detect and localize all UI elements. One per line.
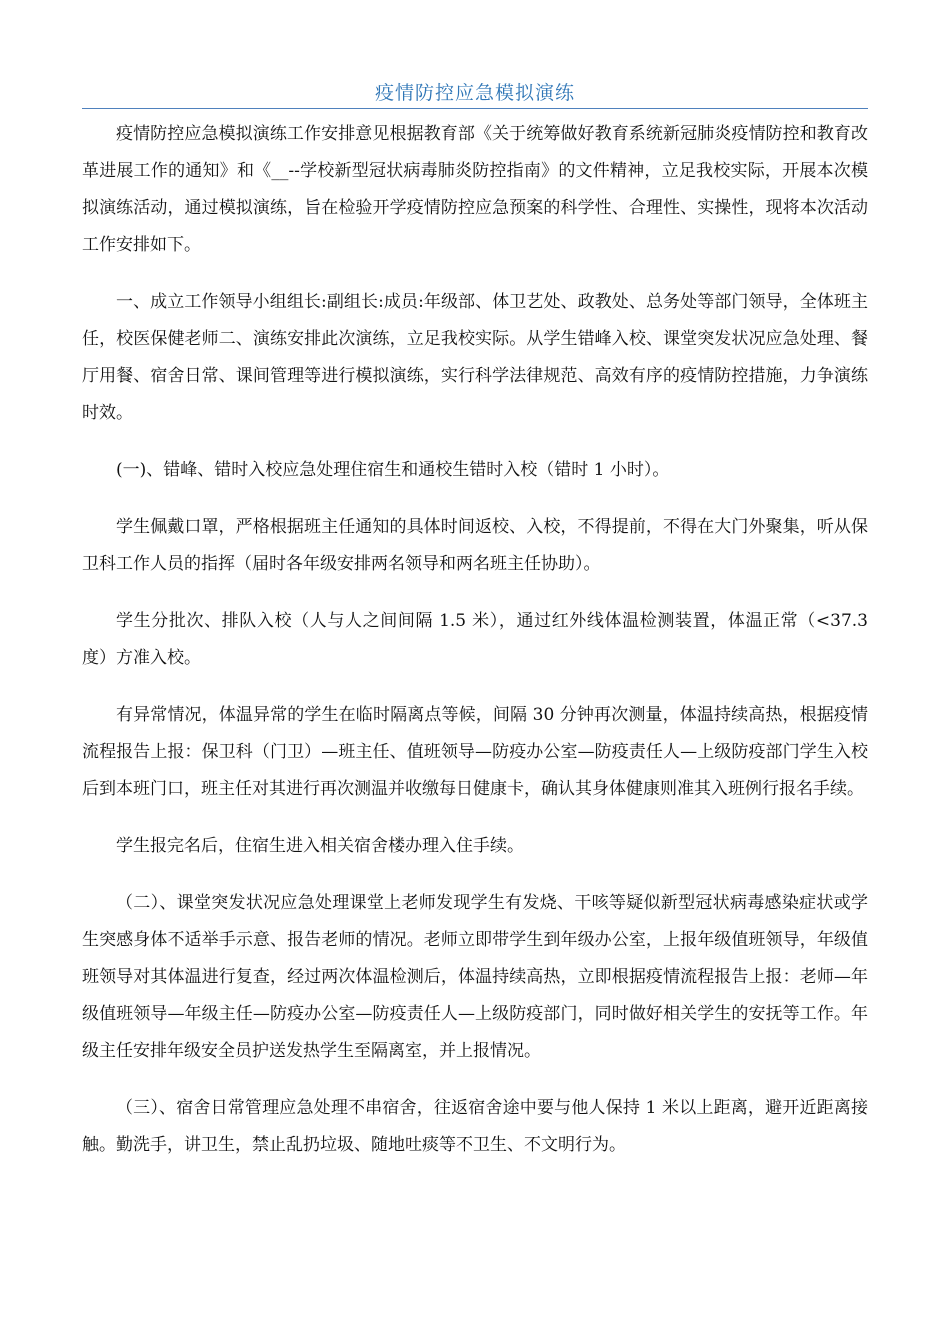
paragraph-masks-arrival: 学生佩戴口罩，严格根据班主任通知的具体时间返校、入校，不得提前，不得在大门外聚集，听从保卫科工作人员的指挥（届时各年级安排两名领导和两名班主任协助）。	[82, 517, 868, 574]
document-title: 疫情防控应急模拟演练	[374, 82, 575, 104]
paragraph-temperature-check: 学生分批次、排队入校（人与人之间间隔 1.5 米），通过红外线体温检测装置，体温正常（<37.3 度）方准入校。	[82, 611, 868, 668]
paragraph-dormitory-checkin: 学生报完名后，住宿生进入相关宿舍楼办理入住手续。	[116, 836, 524, 856]
paragraph-intro: 疫情防控应急模拟演练工作安排意见根据教育部《关于统筹做好教育系统新冠肺炎疫情防控和教育改革进展工作的通知》和《__--学校新型冠状病毒肺炎防控指南》的文件精神，立足我校实际，开展本次模拟演练活动，通过模拟演练，旨在检验开学疫情防控应急预案的科学性、合理性、实操性，现将本次活动工作安排如下。	[82, 124, 868, 255]
paragraph-section-1-heading: (一)、错峰、错时入校应急处理住宿生和通校生错时入校（错时 1 小时）。	[116, 460, 670, 480]
paragraph-leadership-group: 一、成立工作领导小组组长:副组长:成员:年级部、体卫艺处、政教处、总务处等部门领导，全体班主任，校医保健老师二、演练安排此次演练，立足我校实际。从学生错峰入校、课堂突发状况应急处理、餐厅用餐、宿舍日常、课间管理等进行模拟演练，实行科学法律规范、高效有序的疫情防控措施，力争演练时效。	[82, 292, 868, 423]
paragraph-abnormal-cases: 有异常情况，体温异常的学生在临时隔离点等候，间隔 30 分钟再次测量，体温持续高热，根据疫情流程报告上报：保卫科（门卫）—班主任、值班领导—防疫办公室—防疫责任人—上级防疫部门学生入校后到本班门口，班主任对其进行再次测温并收缴每日健康卡，确认其身体健康则准其入班例行报名手续。	[82, 705, 868, 799]
document-header	[82, 78, 868, 109]
document-body	[82, 116, 868, 1184]
paragraph-section-3-dormitory: （三）、宿舍日常管理应急处理不串宿舍，往返宿舍途中要与他人保持 1 米以上距离，避开近距离接触。勤洗手，讲卫生，禁止乱扔垃圾、随地吐痰等不卫生、不文明行为。	[82, 1098, 868, 1155]
paragraph-section-2-classroom: （二）、课堂突发状况应急处理课堂上老师发现学生有发烧、干咳等疑似新型冠状病毒感染症状或学生突感身体不适举手示意、报告老师的情况。老师立即带学生到年级办公室，上报年级值班领导，年级值班领导对其体温进行复查，经过两次体温检测后，体温持续高热，立即根据疫情流程报告上报：老师—年级值班领导—年级主任—防疫办公室—防疫责任人—上级防疫部门，同时做好相关学生的安抚等工作。年级主任安排年级安全员护送发热学生至隔离室，并上报情况。	[82, 893, 868, 1061]
